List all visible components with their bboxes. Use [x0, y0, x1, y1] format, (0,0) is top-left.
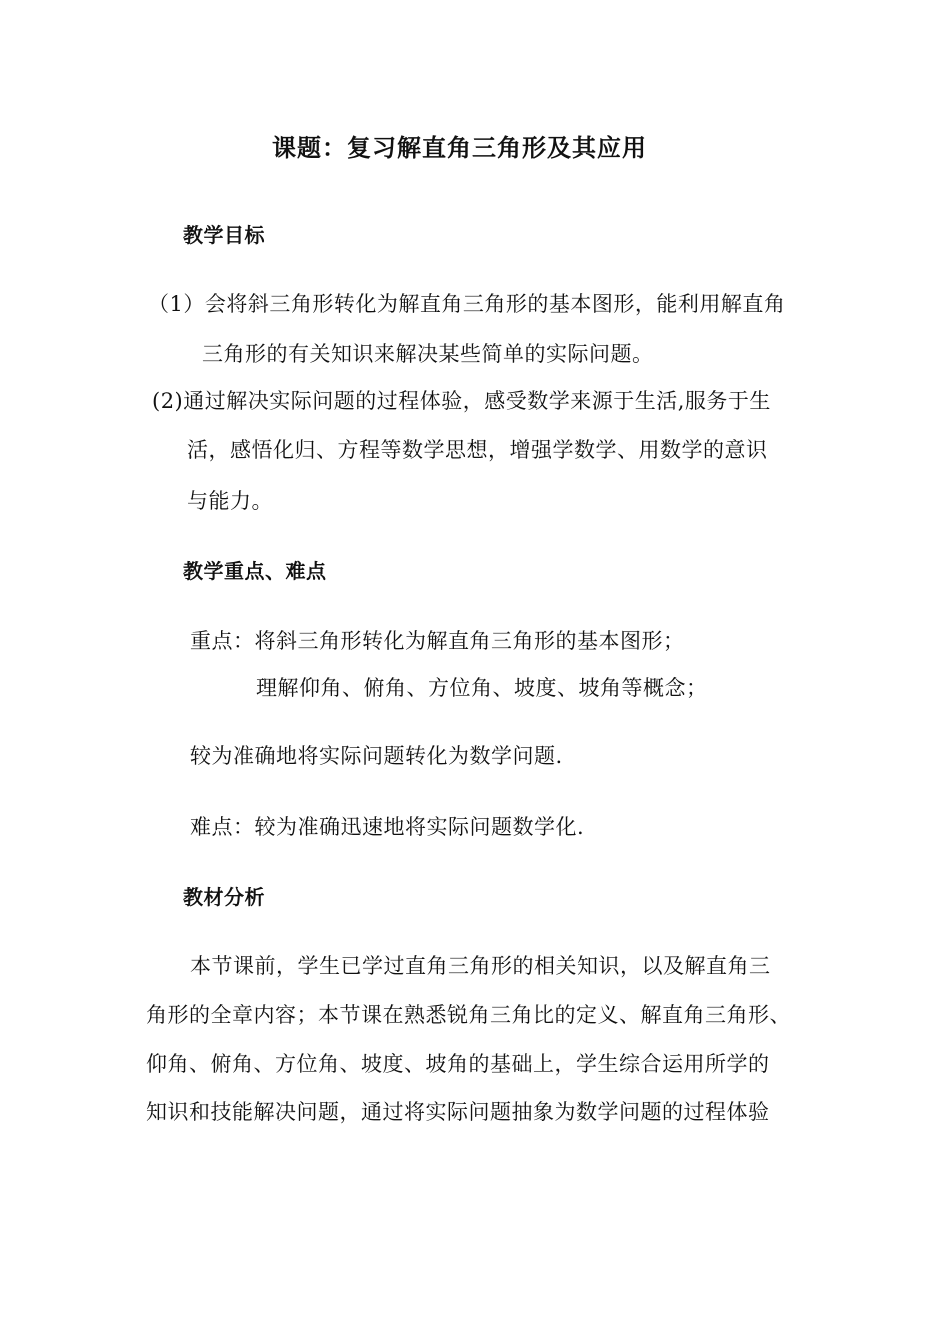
- paragraph-line: 仰角、俯角、方位角、坡度、坡角的基础上，学生综合运用所学的: [146, 1052, 770, 1076]
- paragraph-line: (2)通过解决实际问题的过程体验，感受数学来源于生活,服务于生: [152, 389, 771, 413]
- paragraph-line: 本节课前，学生已学过直角三角形的相关知识，以及解直角三: [190, 954, 771, 978]
- paragraph-line: 理解仰角、俯角、方位角、坡度、坡角等概念；: [256, 676, 708, 700]
- section-heading-objectives: 教学目标: [183, 223, 265, 247]
- section-heading-key-points: 教学重点、难点: [183, 559, 327, 583]
- paragraph-line: 较为准确地将实际问题转化为数学问题.: [190, 744, 563, 768]
- section-heading-analysis: 教材分析: [183, 885, 265, 909]
- paragraph-line: 难点：较为准确迅速地将实际问题数学化.: [190, 815, 585, 839]
- paragraph-line: 活，感悟化归、方程等数学思想，增强学数学、用数学的意识: [187, 438, 768, 462]
- paragraph-line: 知识和技能解决问题，通过将实际问题抽象为数学问题的过程体验: [146, 1100, 770, 1124]
- paragraph-line: （1）会将斜三角形转化为解直角三角形的基本图形，能利用解直角: [148, 292, 786, 316]
- paragraph-line: 重点：将斜三角形转化为解直角三角形的基本图形；: [190, 629, 685, 653]
- paragraph-line: 三角形的有关知识来解决某些简单的实际问题。: [202, 342, 654, 366]
- paragraph-line: 与能力。: [187, 489, 273, 513]
- page-title: 课题：复习解直角三角形及其应用: [272, 134, 647, 162]
- paragraph-line: 角形的全章内容；本节课在熟悉锐角三角比的定义、解直角三角形、: [146, 1003, 791, 1027]
